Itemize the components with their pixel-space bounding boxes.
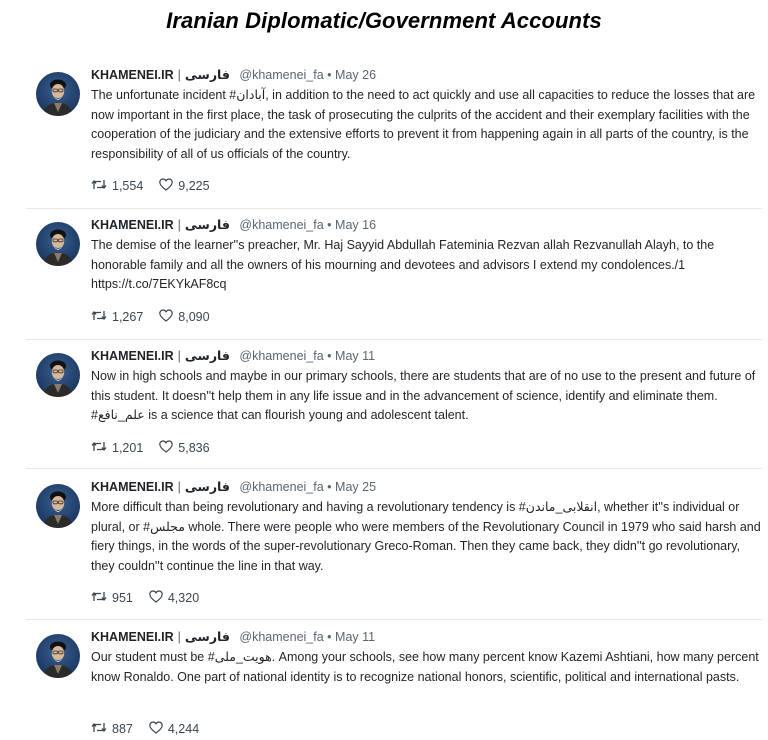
account-language: فارسی — [184, 218, 230, 232]
retweet-count: 887 — [112, 722, 133, 736]
account-handle[interactable]: @khamenei_fa — [239, 480, 324, 494]
retweet-button[interactable] — [91, 590, 133, 606]
heart-icon — [149, 590, 168, 606]
retweet-icon — [91, 440, 112, 456]
tweet-text: Now in high schools and maybe in our primary schools, there are students that are of no use to the present and future of this student. It doesn''t help them in any life issue and in the advancement of science, identify and eliminate them. #علم_نافع is a science that can flourish young and adolescent talent. — [91, 369, 756, 422]
account-name[interactable]: KHAMENEI.IR — [91, 480, 174, 494]
account-handle[interactable]: @khamenei_fa — [239, 218, 324, 232]
tweet-actions — [91, 590, 215, 606]
account-name[interactable]: KHAMENEI.IR — [91, 68, 174, 82]
name-separator: | — [177, 68, 181, 82]
tweet-card[interactable] — [26, 216, 762, 340]
avatar[interactable] — [36, 222, 80, 266]
like-count: 5,836 — [178, 441, 210, 455]
retweet-count: 951 — [112, 591, 133, 605]
tweet-header — [91, 216, 376, 234]
like-count: 9,225 — [178, 179, 210, 193]
retweet-icon — [91, 721, 112, 737]
retweet-button[interactable] — [91, 178, 143, 194]
tweet-actions — [91, 309, 226, 325]
like-count: 4,320 — [167, 591, 200, 605]
tweet-date[interactable]: May 11 — [335, 630, 376, 644]
tweet-date[interactable]: May 26 — [335, 68, 377, 82]
tweet-text: The unfortunate incident #آبادان, in addition to the need to act quickly and use all capacities to reduce the losses that are now important in the first place, the task of prosecuting the culprits of the accident and their exemplary facilities with the cooperation of the judiciary and the extensive efforts to prevent it from happening again in all parts of the country, is the responsibility of all of us officials of the country. — [91, 88, 756, 161]
account-handle[interactable]: @khamenei_fa — [239, 349, 324, 363]
tweet-date[interactable]: May 25 — [335, 480, 377, 494]
tweet-text: Our student must be #هویت_ملی. Among your schools, see how many percent know Kazemi Ashtiani, how many percent know Ronaldo. One part of national identity is to recognize national honors, scientific, political and international pasts. — [91, 650, 759, 684]
tweet-header — [91, 628, 375, 646]
name-separator: | — [177, 480, 181, 494]
avatar[interactable] — [36, 72, 80, 116]
heart-icon — [159, 178, 178, 194]
header-dot: • — [327, 349, 332, 363]
like-button[interactable] — [149, 590, 199, 606]
avatar[interactable] — [36, 353, 80, 397]
tweet-actions — [91, 178, 226, 194]
name-separator: | — [177, 630, 181, 644]
like-button[interactable] — [149, 721, 199, 737]
retweet-button[interactable] — [91, 309, 143, 325]
like-button[interactable] — [159, 178, 209, 194]
tweet-card[interactable] — [26, 478, 762, 620]
tweet-header — [91, 478, 376, 496]
header-dot: • — [327, 480, 332, 494]
retweet-count: 1,267 — [112, 310, 144, 324]
tweet-card[interactable] — [26, 628, 762, 740]
account-language: فارسی — [184, 480, 230, 494]
account-name[interactable]: KHAMENEI.IR — [91, 218, 174, 232]
heart-icon — [159, 309, 178, 325]
heart-icon — [159, 440, 178, 456]
tweet-header — [91, 347, 375, 365]
avatar[interactable] — [36, 634, 80, 678]
like-count: 4,244 — [167, 722, 200, 736]
tweet-date[interactable]: May 16 — [335, 218, 377, 232]
tweet-card[interactable] — [26, 347, 762, 469]
account-handle[interactable]: @khamenei_fa — [239, 630, 324, 644]
tweet-date[interactable]: May 11 — [335, 349, 376, 363]
retweet-icon — [91, 590, 112, 606]
tweet-actions — [91, 440, 226, 456]
header-dot: • — [327, 68, 332, 82]
like-count: 8,090 — [178, 310, 210, 324]
account-language: فارسی — [184, 349, 230, 363]
heart-icon — [149, 721, 168, 737]
tweet-card[interactable] — [26, 66, 762, 209]
retweet-count: 1,554 — [112, 179, 144, 193]
retweet-icon — [91, 309, 112, 325]
page-title: Iranian Diplomatic/Government Accounts — [166, 8, 602, 33]
account-name[interactable]: KHAMENEI.IR — [91, 349, 174, 363]
tweet-header — [91, 66, 376, 84]
like-button[interactable] — [159, 309, 209, 325]
name-separator: | — [177, 218, 181, 232]
retweet-icon — [91, 178, 112, 194]
tweet-text: More difficult than being revolutionary and having a revolutionary tendency is #انقلابی_ماندن, whether it''s individual or plural, or #مجلس whole. There were people who were members of the Revolutionary Council in 1979 who said harsh and fiery things, in the words of the super-revolutionary Greco-Roman. Then they came back, they didn''t go revolutionary, they couldn''t continue the line in that way. — [91, 500, 761, 573]
header-dot: • — [327, 630, 332, 644]
tweet-actions — [91, 721, 215, 737]
account-handle[interactable]: @khamenei_fa — [239, 68, 324, 82]
tweet-text: The demise of the learner''s preacher, Mr. Haj Sayyid Abdullah Fateminia Rezvan allah Rezvanullah Alayh, to the honorable family and all the owners of his mourning and devotees and advisors I extend my condolences./1 https://t.co/7EKYkAF8cq — [91, 238, 715, 291]
retweet-button[interactable] — [91, 440, 143, 456]
account-language: فارسی — [184, 630, 230, 644]
avatar[interactable] — [36, 484, 80, 528]
retweet-count: 1,201 — [112, 441, 144, 455]
retweet-button[interactable] — [91, 721, 133, 737]
account-language: فارسی — [184, 68, 230, 82]
like-button[interactable] — [159, 440, 209, 456]
name-separator: | — [177, 349, 181, 363]
header-dot: • — [327, 218, 332, 232]
account-name[interactable]: KHAMENEI.IR — [91, 630, 174, 644]
